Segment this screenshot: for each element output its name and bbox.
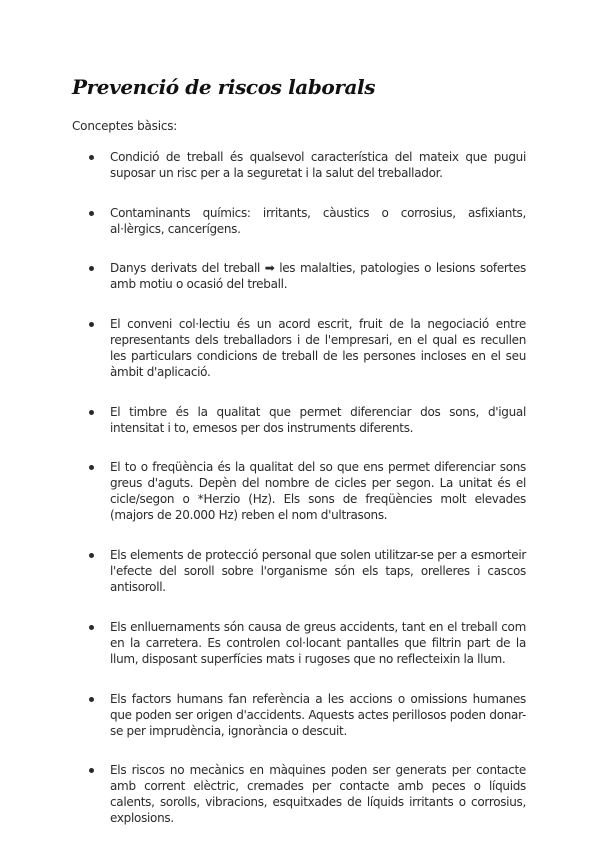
- list-item: Condició de treball és qualsevol característica del mateix que pugui suposar un risc per a la seguretat i la salut del treballador.: [72, 149, 526, 181]
- list-item: Els riscos no mecànics en màquines poden ser generats per contacte amb corrent elèctric, cremades per contacte amb peces o líquids calents, sorolls, vibracions, esquitxades de líquids irritants o corrosius, explosions.: [72, 762, 526, 826]
- list-item: El to o freqüència és la qualitat del so que ens permet diferenciar sons greus d'aguts. Depèn del nombre de cicles per segon. La unitat és el cicle/segon o *Herzio (Hz). Els sons de freqüències molt elevades (majors de 20.000 Hz) reben el nom d'ultrasons.: [72, 459, 526, 523]
- list-item: Els factors humans fan referència a les accions o omissions humanes que poden ser origen d'accidents. Aquests actes perillosos poden donar-se per imprudència, ignorància o descuit.: [72, 691, 526, 739]
- list-item: El conveni col·lectiu és un acord escrit, fruit de la negociació entre representants dels treballadors i de l'empresari, en el qual es recullen les particulars condicions de treball de les persones incloses en el seu àmbit d'aplicació.: [72, 316, 526, 380]
- list-item: Els elements de protecció personal que solen utilitzar-se per a esmorteir l'efecte del soroll sobre l'organisme són els taps, orelleres i cascos antisoroll.: [72, 547, 526, 595]
- section-subtitle: Conceptes bàsics:: [72, 119, 178, 133]
- page-title: Prevenció de riscos laborals: [72, 75, 376, 99]
- list-item: El timbre és la qualitat que permet diferenciar dos sons, d'igual intensitat i to, emesos per dos instruments diferents.: [72, 404, 526, 436]
- list-item: Danys derivats del treball ➡ les malalties, patologies o lesions sofertes amb motiu o ocasió del treball.: [72, 260, 526, 292]
- concepts-list: [72, 149, 526, 850]
- list-item: Els enlluernaments són causa de greus accidents, tant en el treball com en la carretera. Es controlen col·locant pantalles que filtrin part de la llum, disposant superfícies mats i rugoses que no reflecteixin la llum.: [72, 619, 526, 667]
- list-item: Contaminants químics: irritants, càustics o corrosius, asfixiants, al·lèrgics, cancerígens.: [72, 205, 526, 237]
